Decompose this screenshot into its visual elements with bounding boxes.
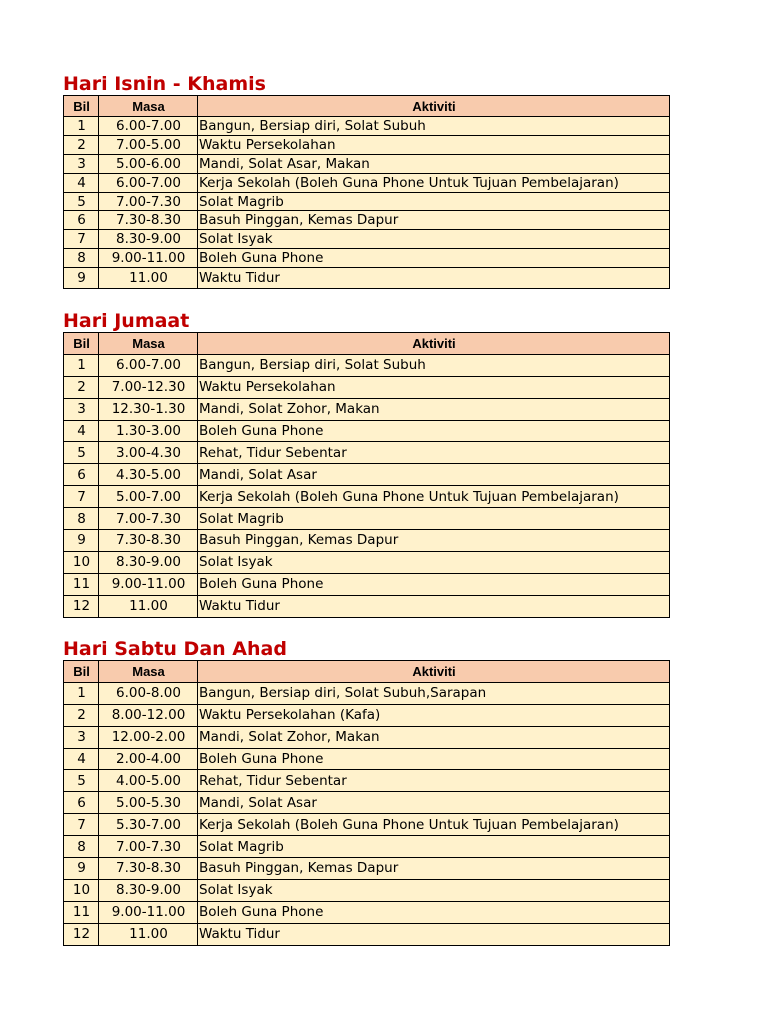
table-row — [64, 814, 670, 836]
header-row — [64, 96, 670, 117]
header-bil: Bil — [64, 96, 99, 117]
section-sabtu-ahad — [63, 638, 669, 946]
cell-masa: 7.00-7.30 — [99, 508, 198, 530]
cell-masa: 7.00-5.00 — [99, 135, 198, 154]
schedule-table — [63, 332, 670, 618]
table-row — [64, 595, 670, 617]
cell-aktiviti: Waktu Persekolahan (Kafa) — [198, 704, 670, 726]
cell-aktiviti: Waktu Tidur — [198, 595, 670, 617]
cell-bil: 1 — [64, 354, 99, 376]
cell-bil: 7 — [64, 230, 99, 249]
header-aktiviti: Aktiviti — [198, 333, 670, 355]
cell-masa: 7.00-7.30 — [99, 192, 198, 211]
table-row — [64, 173, 670, 192]
table-row — [64, 704, 670, 726]
table-row — [64, 682, 670, 704]
cell-bil: 9 — [64, 858, 99, 880]
cell-aktiviti: Mandi, Solat Zohor, Makan — [198, 398, 670, 420]
cell-bil: 5 — [64, 192, 99, 211]
cell-bil: 1 — [64, 682, 99, 704]
cell-bil: 12 — [64, 595, 99, 617]
cell-bil: 9 — [64, 268, 99, 289]
cell-aktiviti: Bangun, Bersiap diri, Solat Subuh — [198, 354, 670, 376]
cell-masa: 5.00-7.00 — [99, 486, 198, 508]
cell-bil: 7 — [64, 486, 99, 508]
cell-aktiviti: Kerja Sekolah (Boleh Guna Phone Untuk Tujuan Pembelajaran) — [198, 814, 670, 836]
table-row — [64, 420, 670, 442]
cell-aktiviti: Basuh Pinggan, Kemas Dapur — [198, 858, 670, 880]
table-row — [64, 551, 670, 573]
cell-bil: 5 — [64, 770, 99, 792]
table-row — [64, 508, 670, 530]
cell-aktiviti: Bangun, Bersiap diri, Solat Subuh — [198, 117, 670, 136]
cell-masa: 4.30-5.00 — [99, 464, 198, 486]
cell-masa: 6.00-7.00 — [99, 173, 198, 192]
cell-masa: 11.00 — [99, 268, 198, 289]
table-row — [64, 923, 670, 945]
cell-aktiviti: Boleh Guna Phone — [198, 901, 670, 923]
table-row — [64, 398, 670, 420]
cell-masa: 7.00-12.30 — [99, 376, 198, 398]
cell-bil: 3 — [64, 398, 99, 420]
table-row — [64, 442, 670, 464]
cell-aktiviti: Waktu Tidur — [198, 923, 670, 945]
cell-bil: 10 — [64, 879, 99, 901]
cell-masa: 11.00 — [99, 923, 198, 945]
cell-bil: 4 — [64, 173, 99, 192]
cell-masa: 9.00-11.00 — [99, 249, 198, 268]
cell-masa: 3.00-4.30 — [99, 442, 198, 464]
cell-aktiviti: Kerja Sekolah (Boleh Guna Phone Untuk Tujuan Pembelajaran) — [198, 173, 670, 192]
cell-bil: 4 — [64, 748, 99, 770]
cell-masa: 5.30-7.00 — [99, 814, 198, 836]
table-row — [64, 249, 670, 268]
table-row — [64, 530, 670, 552]
cell-bil: 5 — [64, 442, 99, 464]
cell-aktiviti: Solat Isyak — [198, 230, 670, 249]
table-row — [64, 211, 670, 230]
cell-masa: 7.00-7.30 — [99, 836, 198, 858]
cell-masa: 6.00-7.00 — [99, 354, 198, 376]
cell-aktiviti: Waktu Persekolahan — [198, 135, 670, 154]
header-bil: Bil — [64, 661, 99, 683]
cell-masa: 12.30-1.30 — [99, 398, 198, 420]
cell-masa: 7.30-8.30 — [99, 211, 198, 230]
table-row — [64, 464, 670, 486]
section-title: Hari Isnin - Khamis — [63, 73, 266, 95]
cell-masa: 6.00-8.00 — [99, 682, 198, 704]
table-row — [64, 117, 670, 136]
table-row — [64, 792, 670, 814]
table-row — [64, 268, 670, 289]
cell-aktiviti: Basuh Pinggan, Kemas Dapur — [198, 530, 670, 552]
section-jumaat — [63, 310, 669, 618]
header-masa: Masa — [99, 96, 198, 117]
cell-aktiviti: Solat Magrib — [198, 508, 670, 530]
table-row — [64, 154, 670, 173]
table-row — [64, 726, 670, 748]
cell-bil: 7 — [64, 814, 99, 836]
cell-masa: 8.30-9.00 — [99, 879, 198, 901]
cell-masa: 1.30-3.00 — [99, 420, 198, 442]
cell-aktiviti: Boleh Guna Phone — [198, 573, 670, 595]
cell-aktiviti: Solat Isyak — [198, 551, 670, 573]
cell-bil: 8 — [64, 836, 99, 858]
cell-aktiviti: Mandi, Solat Asar, Makan — [198, 154, 670, 173]
cell-aktiviti: Bangun, Bersiap diri, Solat Subuh,Sarapan — [198, 682, 670, 704]
cell-bil: 6 — [64, 464, 99, 486]
cell-bil: 11 — [64, 901, 99, 923]
cell-bil: 2 — [64, 376, 99, 398]
cell-masa: 6.00-7.00 — [99, 117, 198, 136]
header-masa: Masa — [99, 661, 198, 683]
cell-bil: 6 — [64, 211, 99, 230]
table-row — [64, 376, 670, 398]
cell-aktiviti: Kerja Sekolah (Boleh Guna Phone Untuk Tujuan Pembelajaran) — [198, 486, 670, 508]
cell-bil: 8 — [64, 249, 99, 268]
cell-aktiviti: Basuh Pinggan, Kemas Dapur — [198, 211, 670, 230]
cell-aktiviti: Solat Magrib — [198, 836, 670, 858]
cell-bil: 3 — [64, 726, 99, 748]
cell-masa: 11.00 — [99, 595, 198, 617]
cell-bil: 8 — [64, 508, 99, 530]
cell-masa: 5.00-5.30 — [99, 792, 198, 814]
cell-aktiviti: Waktu Persekolahan — [198, 376, 670, 398]
cell-masa: 9.00-11.00 — [99, 573, 198, 595]
cell-masa: 7.30-8.30 — [99, 858, 198, 880]
cell-bil: 6 — [64, 792, 99, 814]
cell-aktiviti: Waktu Tidur — [198, 268, 670, 289]
cell-aktiviti: Rehat, Tidur Sebentar — [198, 442, 670, 464]
cell-bil: 1 — [64, 117, 99, 136]
cell-bil: 12 — [64, 923, 99, 945]
table-row — [64, 836, 670, 858]
cell-aktiviti: Solat Magrib — [198, 192, 670, 211]
cell-masa: 8.30-9.00 — [99, 230, 198, 249]
header-aktiviti: Aktiviti — [198, 96, 670, 117]
cell-masa: 8.30-9.00 — [99, 551, 198, 573]
table-row — [64, 748, 670, 770]
cell-bil: 9 — [64, 530, 99, 552]
header-masa: Masa — [99, 333, 198, 355]
table-row — [64, 573, 670, 595]
cell-bil: 11 — [64, 573, 99, 595]
cell-aktiviti: Boleh Guna Phone — [198, 748, 670, 770]
table-row — [64, 135, 670, 154]
section-title: Hari Sabtu Dan Ahad — [63, 638, 287, 660]
cell-aktiviti: Boleh Guna Phone — [198, 249, 670, 268]
table-row — [64, 879, 670, 901]
cell-masa: 7.30-8.30 — [99, 530, 198, 552]
table-row — [64, 192, 670, 211]
header-row — [64, 333, 670, 355]
cell-bil: 3 — [64, 154, 99, 173]
schedule-table — [63, 95, 670, 289]
cell-masa: 5.00-6.00 — [99, 154, 198, 173]
table-row — [64, 230, 670, 249]
cell-aktiviti: Mandi, Solat Zohor, Makan — [198, 726, 670, 748]
schedule-table — [63, 660, 670, 946]
cell-bil: 10 — [64, 551, 99, 573]
cell-aktiviti: Mandi, Solat Asar — [198, 792, 670, 814]
cell-masa: 2.00-4.00 — [99, 748, 198, 770]
table-row — [64, 486, 670, 508]
cell-masa: 4.00-5.00 — [99, 770, 198, 792]
cell-masa: 8.00-12.00 — [99, 704, 198, 726]
cell-bil: 2 — [64, 135, 99, 154]
cell-aktiviti: Rehat, Tidur Sebentar — [198, 770, 670, 792]
cell-masa: 12.00-2.00 — [99, 726, 198, 748]
table-row — [64, 354, 670, 376]
table-row — [64, 901, 670, 923]
cell-bil: 4 — [64, 420, 99, 442]
header-row — [64, 661, 670, 683]
section-isnin-khamis — [63, 73, 669, 289]
cell-aktiviti: Mandi, Solat Asar — [198, 464, 670, 486]
section-title: Hari Jumaat — [63, 310, 190, 332]
cell-masa: 9.00-11.00 — [99, 901, 198, 923]
cell-aktiviti: Boleh Guna Phone — [198, 420, 670, 442]
table-row — [64, 858, 670, 880]
header-bil: Bil — [64, 333, 99, 355]
cell-aktiviti: Solat Isyak — [198, 879, 670, 901]
cell-bil: 2 — [64, 704, 99, 726]
table-row — [64, 770, 670, 792]
header-aktiviti: Aktiviti — [198, 661, 670, 683]
